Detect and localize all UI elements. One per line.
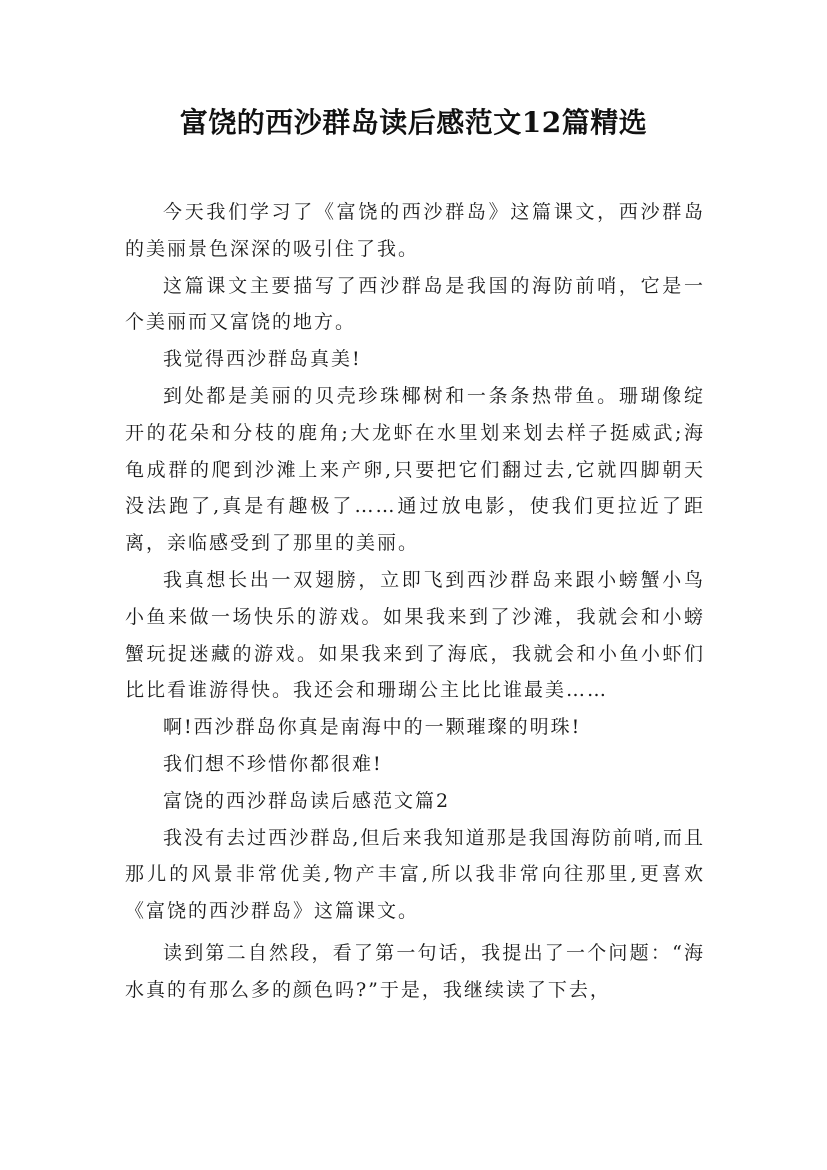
paragraph-9: 我没有去过西沙群岛,但后来我知道那是我国海防前哨,而且那儿的风景非常优美,物产丰富,所以我非常向往那里,更喜欢《富饶的西沙群岛》这篇课文。 xyxy=(125,826,705,923)
paragraph-1: 今天我们学习了《富饶的西沙群岛》这篇课文，西沙群岛的美丽景色深深的吸引住了我。 xyxy=(125,201,705,260)
document-body xyxy=(125,194,705,1009)
paragraph-2: 这篇课文主要描写了西沙群岛是我国的海防前哨，它是一个美丽而又富饶的地方。 xyxy=(125,274,705,334)
paragraph-7: 我们想不珍惜你都很难! xyxy=(163,752,383,775)
paragraph-4: 到处都是美丽的贝壳珍珠椰树和一条条热带鱼。珊瑚像绽开的花朵和分枝的鹿角;大龙虾在水里划来划去样子挺威武;海龟成群的爬到沙滩上来产卵,只要把它们翻过去,它就四脚朝天没法跑了,真是有趣极了……通过放电影，使我们更拉近了距离，亲临感受到了那里的美丽。 xyxy=(125,384,705,555)
section-heading-2: 富饶的西沙群岛读后感范文篇2 xyxy=(163,789,451,812)
document-title: 富饶的西沙群岛读后感范文12篇精选 xyxy=(179,106,648,139)
paragraph-10: 读到第二自然段，看了第一句话，我提出了一个问题：“海水真的有那么多的颜色吗?”于是，我继续读了下去， xyxy=(125,941,705,1001)
paragraph-6: 啊!西沙群岛你真是南海中的一颗璀璨的明珠! xyxy=(163,716,582,739)
paragraph-3: 我觉得西沙群岛真美! xyxy=(163,348,362,371)
paragraph-5: 我真想长出一双翅膀，立即飞到西沙群岛来跟小螃蟹小鸟小鱼来做一场快乐的游戏。如果我来到了沙滩，我就会和小螃蟹玩捉迷藏的游戏。如果我来到了海底，我就会和小鱼小虾们比比看谁游得快。我还会和珊瑚公主比比谁最美…… xyxy=(125,568,705,702)
